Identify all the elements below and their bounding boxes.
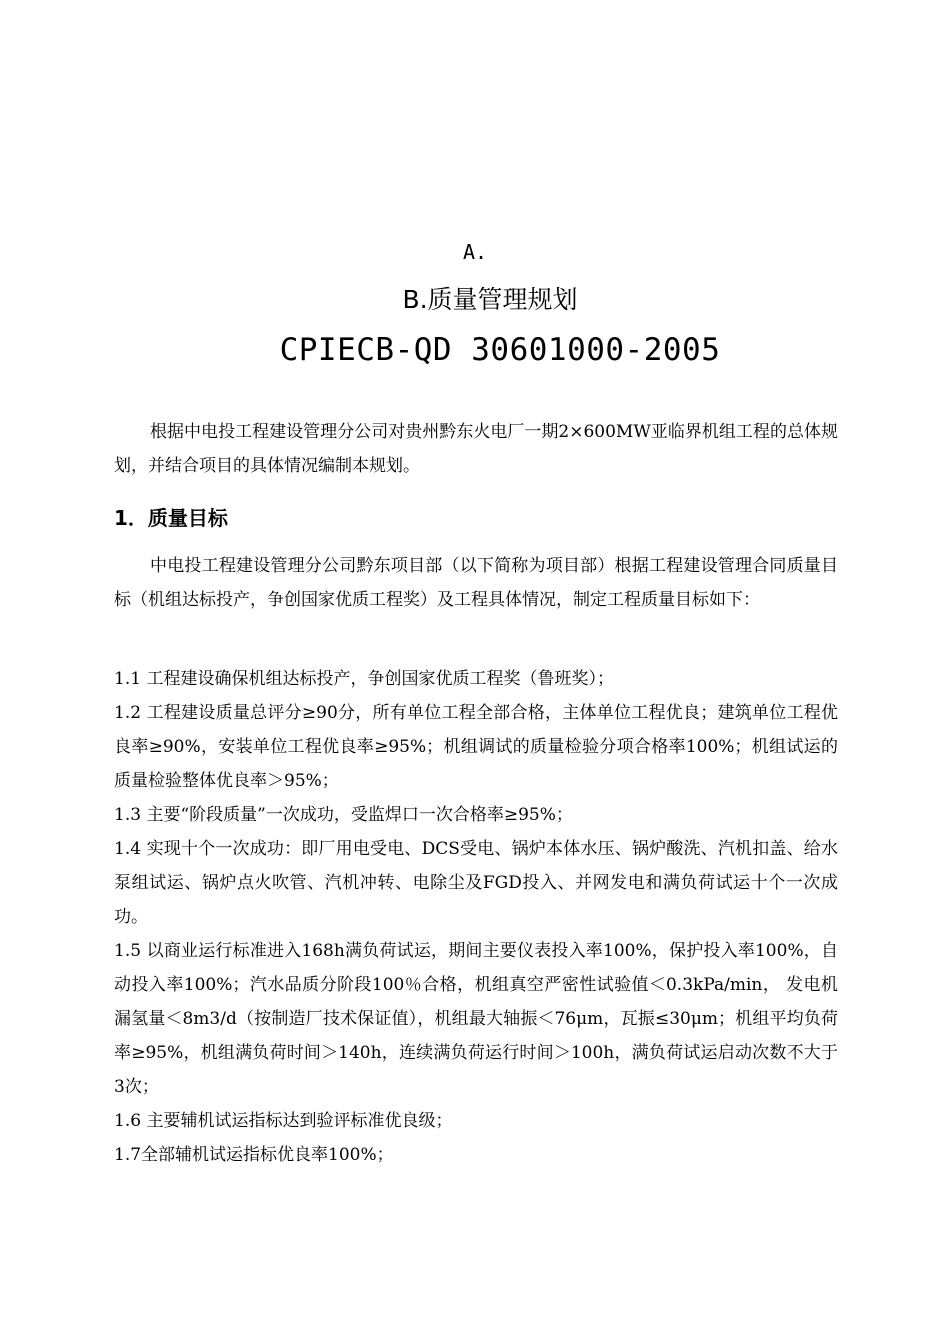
- goal-item: 1.5 以商业运行标准进入168h满负荷试运，期间主要仪表投入率100%，保护投入率100%，自动投入率100%；汽水品质分阶段100％合格，机组真空严密性试验值＜0.3kPa/min， 发电机漏氢量＜8m3/d（按制造厂技术保证值），机组最大轴振＜76μm，瓦振≤30μm；机组平均负荷率≥95%，机组满负荷时间＞140h，连续满负荷运行时间＞100h，满负荷试运启动次数不大于3次；: [114, 941, 838, 1097]
- document-code: CPIECB-QD 30601000-2005: [279, 332, 721, 368]
- goal-list: [114, 662, 838, 1172]
- goal-item: 1.6 主要辅机试运指标达到验评标准优良级；: [114, 1111, 453, 1131]
- goal-item: 1.3 主要“阶段质量”一次成功，受监焊口一次合格率≥95%；: [114, 805, 573, 825]
- goal-item: 1.1 工程建设确保机组达标投产，争创国家优质工程奖（鲁班奖）；: [114, 669, 614, 689]
- goal-item: 1.4 实现十个一次成功：即厂用电受电、DCS受电、锅炉本体水压、锅炉酸洗、汽机扣盖、给水泵组试运、锅炉点火吹管、汽机冲转、电除尘及FGD投入、并网发电和满负荷试运十个一次成功。: [114, 839, 838, 927]
- section-intro-paragraph: 中电投工程建设管理分公司黔东项目部（以下简称为项目部）根据工程建设管理合同质量目标（机组达标投产，争创国家优质工程奖）及工程具体情况，制定工程质量目标如下：: [114, 556, 838, 610]
- goal-item: 1.7全部辅机试运指标优良率100%；: [114, 1145, 394, 1165]
- goal-item: 1.2 工程建设质量总评分≥90分，所有单位工程全部合格，主体单位工程优良；建筑单位工程优良率≥90%，安装单位工程优良率≥95%；机组调试的质量检验分项合格率100%；机组试运的质量检验整体优良率＞95%；: [114, 703, 838, 791]
- section-title: 1．质量目标: [114, 506, 228, 530]
- heading-b-title: B.质量管理规划: [402, 285, 578, 314]
- heading-a: A.: [462, 240, 488, 264]
- intro-paragraph: 根据中电投工程建设管理分公司对贵州黔东火电厂一期2×600MW亚临界机组工程的总体规划，并结合项目的具体情况编制本规划。: [114, 422, 838, 476]
